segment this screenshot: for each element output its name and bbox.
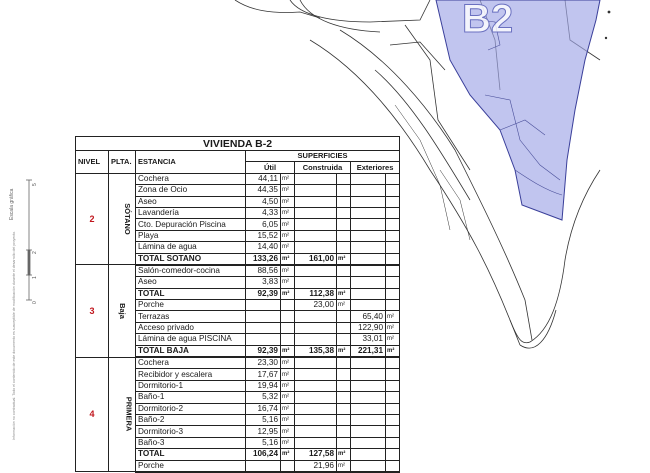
estancia-cell: Salón-comedor-cocina: [136, 265, 246, 277]
construida-cell: [295, 322, 337, 333]
estancia-cell: Zona de Ocio: [136, 185, 246, 196]
table-row: [76, 357, 400, 369]
construida-unit-cell: [337, 219, 351, 230]
util-cell: [246, 334, 281, 345]
exteriores-unit-cell: [386, 242, 400, 253]
plta-cell: [109, 357, 136, 472]
exteriores-cell: [351, 460, 386, 472]
plta-label: Baja: [118, 303, 127, 319]
util-unit-cell: m²: [281, 369, 295, 380]
exteriores-unit-cell: [386, 357, 400, 369]
estancia-cell: Lámina de agua PISCINA: [136, 334, 246, 345]
estancia-cell: Lavandería: [136, 207, 246, 218]
util-cell: 5,16: [246, 437, 281, 448]
construida-cell: [295, 207, 337, 218]
construida-unit-cell: [337, 380, 351, 391]
construida-cell: 21,96: [295, 460, 337, 472]
estancia-cell: Aseo: [136, 196, 246, 207]
estancia-cell: Aseo: [136, 277, 246, 288]
construida-cell: [295, 392, 337, 403]
util-unit-cell: m²: [281, 357, 295, 369]
construida-cell: [295, 265, 337, 277]
construida-unit-cell: [337, 414, 351, 425]
construida-cell: [295, 437, 337, 448]
estancia-cell: TOTAL SOTANO: [136, 253, 246, 265]
construida-unit-cell: m²: [337, 449, 351, 460]
util-cell: 19,94: [246, 380, 281, 391]
exteriores-unit-cell: [386, 380, 400, 391]
exteriores-unit-cell: [386, 173, 400, 184]
util-unit-cell: m²: [281, 437, 295, 448]
construida-cell: [295, 185, 337, 196]
construida-unit-cell: [337, 277, 351, 288]
util-unit-cell: m²: [281, 345, 295, 357]
util-cell: 17,67: [246, 369, 281, 380]
util-cell: [246, 322, 281, 333]
exteriores-unit-cell: m²: [386, 311, 400, 322]
construida-unit-cell: [337, 207, 351, 218]
util-cell: 106,24: [246, 449, 281, 460]
estancia-cell: Cto. Depuración Piscina: [136, 219, 246, 230]
util-cell: 5,16: [246, 414, 281, 425]
construida-cell: [295, 242, 337, 253]
construida-unit-cell: [337, 311, 351, 322]
col-util-header: Útil: [246, 162, 295, 173]
exteriores-unit-cell: [386, 300, 400, 311]
surface-table: [75, 136, 400, 473]
util-unit-cell: m²: [281, 277, 295, 288]
util-unit-cell: m²: [281, 403, 295, 414]
construida-cell: [295, 403, 337, 414]
exteriores-cell: [351, 242, 386, 253]
util-unit-cell: m²: [281, 392, 295, 403]
nivel-cell: 2: [76, 173, 109, 265]
estancia-cell: TOTAL: [136, 449, 246, 460]
construida-unit-cell: [337, 322, 351, 333]
util-cell: 12,95: [246, 426, 281, 437]
util-cell: [246, 311, 281, 322]
nivel-cell: 4: [76, 357, 109, 472]
exteriores-cell: [351, 403, 386, 414]
exteriores-unit-cell: [386, 219, 400, 230]
construida-cell: [295, 414, 337, 425]
util-unit-cell: m²: [281, 207, 295, 218]
exteriores-cell: [351, 173, 386, 184]
exteriores-cell: [351, 277, 386, 288]
exteriores-unit-cell: [386, 253, 400, 265]
exteriores-cell: [351, 437, 386, 448]
exteriores-unit-cell: [386, 437, 400, 448]
util-cell: 5,32: [246, 392, 281, 403]
estancia-cell: TOTAL: [136, 288, 246, 299]
exteriores-cell: [351, 265, 386, 277]
estancia-cell: Baño-3: [136, 437, 246, 448]
exteriores-unit-cell: m²: [386, 322, 400, 333]
exteriores-cell: [351, 253, 386, 265]
util-unit-cell: m²: [281, 196, 295, 207]
util-unit-cell: m²: [281, 288, 295, 299]
estancia-cell: Porche: [136, 460, 246, 472]
construida-unit-cell: [337, 242, 351, 253]
exteriores-cell: [351, 392, 386, 403]
construida-unit-cell: m²: [337, 460, 351, 472]
exteriores-unit-cell: [386, 449, 400, 460]
plta-cell: [109, 173, 136, 265]
util-unit-cell: m²: [281, 253, 295, 265]
construida-cell: [295, 380, 337, 391]
util-cell: 44,35: [246, 185, 281, 196]
exteriores-unit-cell: m²: [386, 345, 400, 357]
construida-cell: 127,58: [295, 449, 337, 460]
exteriores-cell: 122,90: [351, 322, 386, 333]
construida-unit-cell: [337, 426, 351, 437]
exteriores-unit-cell: [386, 207, 400, 218]
col-estancia-header: ESTANCIA: [136, 151, 246, 174]
util-unit-cell: [281, 322, 295, 333]
exteriores-cell: [351, 288, 386, 299]
util-cell: 133,26: [246, 253, 281, 265]
exteriores-unit-cell: [386, 185, 400, 196]
util-unit-cell: m²: [281, 173, 295, 184]
estancia-cell: TOTAL BAJA: [136, 345, 246, 357]
util-unit-cell: [281, 311, 295, 322]
exteriores-cell: [351, 196, 386, 207]
col-nivel-header: NIVEL: [76, 151, 109, 174]
scale-tick: 2: [32, 251, 38, 254]
construida-unit-cell: m²: [337, 345, 351, 357]
util-unit-cell: m²: [281, 414, 295, 425]
exteriores-unit-cell: [386, 196, 400, 207]
construida-unit-cell: [337, 357, 351, 369]
util-cell: 16,74: [246, 403, 281, 414]
exteriores-cell: 65,40: [351, 311, 386, 322]
construida-cell: [295, 277, 337, 288]
estancia-cell: Terrazas: [136, 311, 246, 322]
table-body: [76, 173, 400, 472]
estancia-cell: Acceso privado: [136, 322, 246, 333]
exteriores-cell: [351, 207, 386, 218]
construida-cell: [295, 369, 337, 380]
util-unit-cell: m²: [281, 230, 295, 241]
exteriores-unit-cell: [386, 460, 400, 472]
construida-unit-cell: [337, 403, 351, 414]
util-cell: 4,50: [246, 196, 281, 207]
util-unit-cell: m²: [281, 449, 295, 460]
exteriores-cell: [351, 300, 386, 311]
exteriores-unit-cell: [386, 230, 400, 241]
estancia-cell: Baño-1: [136, 392, 246, 403]
exteriores-unit-cell: [386, 265, 400, 277]
exteriores-unit-cell: m²: [386, 334, 400, 345]
util-unit-cell: [281, 334, 295, 345]
estancia-cell: Dormitorio-3: [136, 426, 246, 437]
util-cell: 88,56: [246, 265, 281, 277]
col-exteriores-header: Exteriores: [351, 162, 400, 173]
scale-caption: Escala gráfica: [9, 188, 15, 220]
construida-cell: [295, 311, 337, 322]
util-unit-cell: [281, 300, 295, 311]
util-cell: [246, 300, 281, 311]
construida-unit-cell: [337, 185, 351, 196]
util-unit-cell: m²: [281, 265, 295, 277]
construida-unit-cell: m²: [337, 300, 351, 311]
util-unit-cell: m²: [281, 185, 295, 196]
util-cell: 3,83: [246, 277, 281, 288]
util-cell: 92,39: [246, 345, 281, 357]
estancia-cell: Cochera: [136, 357, 246, 369]
util-cell: [246, 460, 281, 472]
construida-cell: 135,38: [295, 345, 337, 357]
exteriores-unit-cell: [386, 414, 400, 425]
nivel-cell: 3: [76, 265, 109, 357]
scale-tick: 0: [32, 301, 38, 304]
construida-unit-cell: [337, 392, 351, 403]
exteriores-cell: [351, 185, 386, 196]
exteriores-cell: [351, 426, 386, 437]
util-unit-cell: [281, 460, 295, 472]
util-cell: 23,30: [246, 357, 281, 369]
construida-unit-cell: [337, 196, 351, 207]
plot-b2-highlight: [436, 0, 600, 220]
estancia-cell: Dormitorio-1: [136, 380, 246, 391]
estancia-cell: Baño-2: [136, 414, 246, 425]
util-unit-cell: m²: [281, 380, 295, 391]
table-row: [76, 173, 400, 184]
estancia-cell: Porche: [136, 300, 246, 311]
scale-tick: 5: [32, 183, 38, 186]
estancia-cell: Lámina de agua: [136, 242, 246, 253]
construida-cell: [295, 230, 337, 241]
construida-unit-cell: m²: [337, 288, 351, 299]
construida-cell: [295, 173, 337, 184]
exteriores-unit-cell: [386, 288, 400, 299]
construida-unit-cell: [337, 369, 351, 380]
construida-unit-cell: [337, 230, 351, 241]
util-unit-cell: m²: [281, 426, 295, 437]
scale-tick: 1: [32, 276, 38, 279]
table-row: [76, 265, 400, 277]
construida-unit-cell: [337, 173, 351, 184]
util-cell: 92,39: [246, 288, 281, 299]
col-construida-header: Construida: [295, 162, 351, 173]
util-cell: 44,11: [246, 173, 281, 184]
table-title: VIVIENDA B-2: [76, 137, 400, 151]
exteriores-cell: 33,01: [351, 334, 386, 345]
util-cell: 4,33: [246, 207, 281, 218]
construida-cell: 112,38: [295, 288, 337, 299]
plta-label: SÓTANO: [122, 203, 132, 235]
exteriores-unit-cell: [386, 403, 400, 414]
construida-cell: [295, 219, 337, 230]
util-unit-cell: m²: [281, 242, 295, 253]
util-cell: 14,40: [246, 242, 281, 253]
exteriores-cell: [351, 449, 386, 460]
estancia-cell: Recibidor y escalera: [136, 369, 246, 380]
exteriores-cell: [351, 357, 386, 369]
exteriores-cell: 221,31: [351, 345, 386, 357]
construida-unit-cell: [337, 265, 351, 277]
construida-unit-cell: [337, 334, 351, 345]
construida-unit-cell: [337, 437, 351, 448]
plot-label: B2: [462, 0, 514, 41]
util-cell: 6,05: [246, 219, 281, 230]
estancia-cell: Playa: [136, 230, 246, 241]
plta-cell: [109, 265, 136, 357]
exteriores-unit-cell: [386, 277, 400, 288]
exteriores-unit-cell: [386, 426, 400, 437]
util-cell: 15,52: [246, 230, 281, 241]
estancia-cell: Cochera: [136, 173, 246, 184]
exteriores-unit-cell: [386, 369, 400, 380]
disclaimer-note: Información no contractual. Todo el contenido de este documento es susceptible de modificación durante el desarrollo del proyecto.: [12, 230, 16, 440]
col-plta-header: PLTA.: [109, 151, 136, 174]
construida-unit-cell: m²: [337, 253, 351, 265]
construida-cell: 161,00: [295, 253, 337, 265]
exteriores-cell: [351, 219, 386, 230]
superficies-header: SUPERFICIES: [246, 151, 400, 162]
construida-cell: 23,00: [295, 300, 337, 311]
construida-cell: [295, 196, 337, 207]
exteriores-cell: [351, 369, 386, 380]
exteriores-unit-cell: [386, 392, 400, 403]
exteriores-cell: [351, 230, 386, 241]
exteriores-cell: [351, 380, 386, 391]
exteriores-cell: [351, 414, 386, 425]
estancia-cell: Dormitorio-2: [136, 403, 246, 414]
util-unit-cell: m²: [281, 219, 295, 230]
construida-cell: [295, 334, 337, 345]
plta-label: PRIMERA: [124, 397, 134, 432]
construida-cell: [295, 357, 337, 369]
construida-cell: [295, 426, 337, 437]
